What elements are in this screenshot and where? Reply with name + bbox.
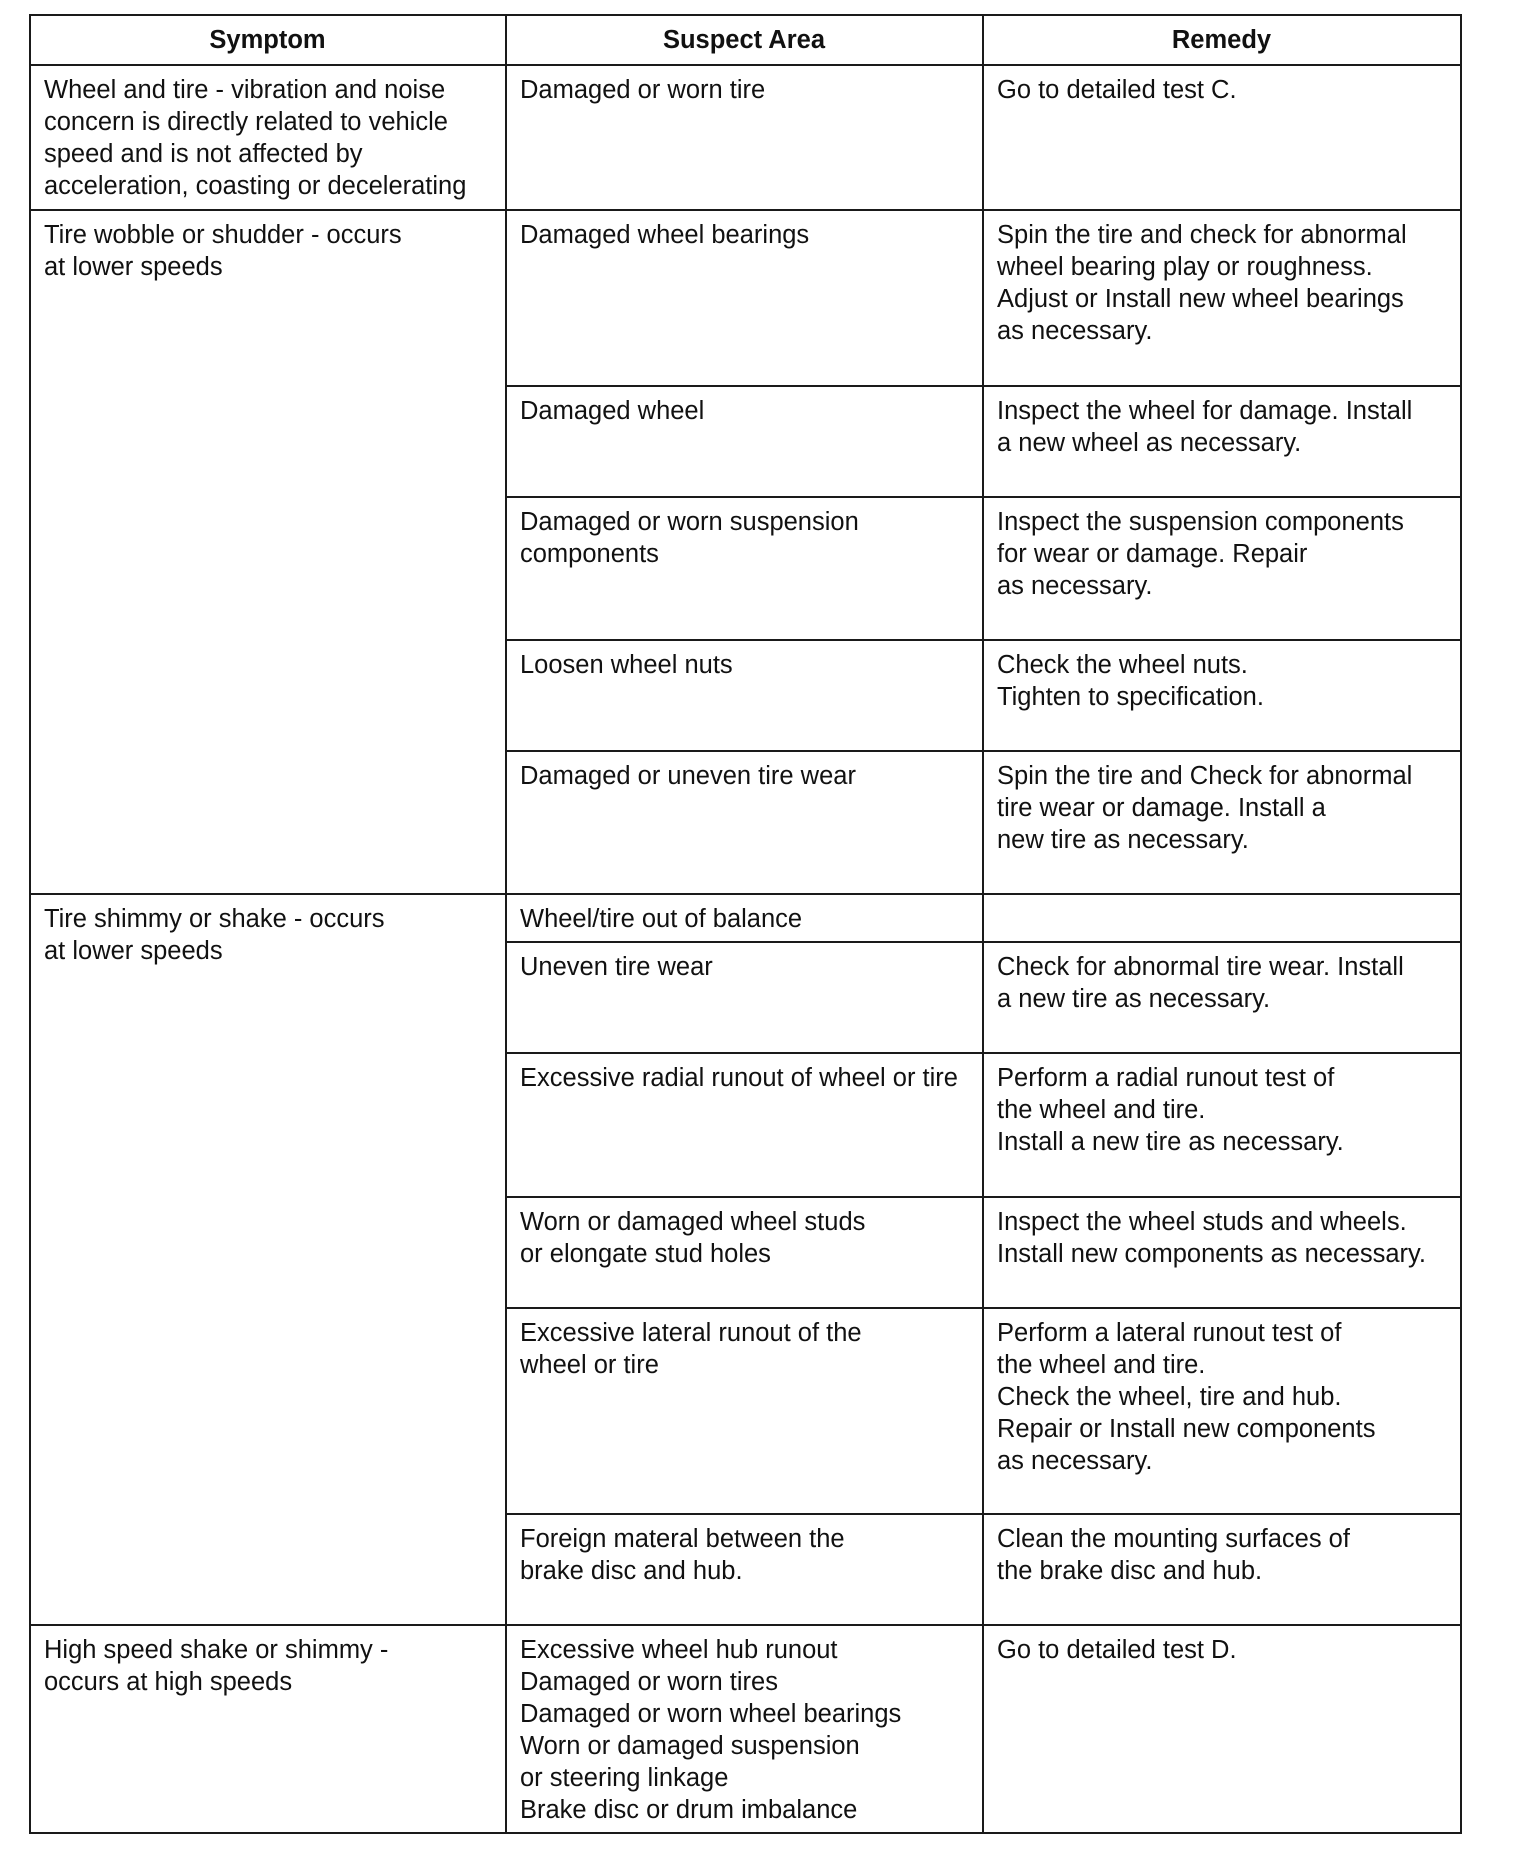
symptom-cell: High speed shake or shimmy - occurs at high speeds [30, 1625, 506, 1833]
suspect-area-cell: Damaged or uneven tire wear [506, 751, 983, 894]
suspect-area-cell: Worn or damaged wheel studs or elongate stud holes [506, 1197, 983, 1308]
suspect-area-cell: Excessive wheel hub runout Damaged or worn tires Damaged or worn wheel bearings Worn or damaged suspension or steering linkage Brake disc or drum imbalance [506, 1625, 983, 1833]
header-row [30, 15, 1461, 65]
remedy-cell: Inspect the suspension components for wear or damage. Repair as necessary. [983, 497, 1461, 640]
remedy-cell: Go to detailed test C. [983, 65, 1461, 210]
header-suspect-area: Suspect Area [506, 15, 983, 65]
suspect-area-cell: Damaged or worn tire [506, 65, 983, 210]
remedy-cell: Perform a lateral runout test of the wheel and tire. Check the wheel, tire and hub. Repair or Install new components as necessary. [983, 1308, 1461, 1514]
remedy-cell: Inspect the wheel for damage. Install a new wheel as necessary. [983, 386, 1461, 497]
remedy-cell: Inspect the wheel studs and wheels. Install new components as necessary. [983, 1197, 1461, 1308]
remedy-cell: Clean the mounting surfaces of the brake disc and hub. [983, 1514, 1461, 1625]
suspect-area-cell: Wheel/tire out of balance [506, 894, 983, 942]
suspect-area-cell: Foreign materal between the brake disc and hub. [506, 1514, 983, 1625]
table-row [30, 1625, 1461, 1833]
symptom-cell: Wheel and tire - vibration and noise concern is directly related to vehicle speed and is not affected by acceleration, coasting or decelerating [30, 65, 506, 210]
suspect-area-cell: Loosen wheel nuts [506, 640, 983, 751]
remedy-cell: Check the wheel nuts. Tighten to specification. [983, 640, 1461, 751]
symptom-cell: Tire wobble or shudder - occurs at lower speeds [30, 210, 506, 894]
suspect-area-cell: Excessive radial runout of wheel or tire [506, 1053, 983, 1197]
remedy-cell: Check for abnormal tire wear. Install a new tire as necessary. [983, 942, 1461, 1053]
suspect-area-cell: Excessive lateral runout of the wheel or tire [506, 1308, 983, 1514]
remedy-cell: Go to detailed test D. [983, 1625, 1461, 1833]
table-row [30, 210, 1461, 386]
remedy-cell: Spin the tire and Check for abnormal tire wear or damage. Install a new tire as necessary. [983, 751, 1461, 894]
suspect-area-cell: Damaged wheel bearings [506, 210, 983, 386]
diagnosis-table [29, 14, 1462, 1834]
table-row [30, 894, 1461, 942]
header-remedy: Remedy [983, 15, 1461, 65]
remedy-cell: Perform a radial runout test of the wheel and tire. Install a new tire as necessary. [983, 1053, 1461, 1197]
symptom-cell: Tire shimmy or shake - occurs at lower speeds [30, 894, 506, 1625]
remedy-cell [983, 894, 1461, 942]
suspect-area-cell: Damaged wheel [506, 386, 983, 497]
suspect-area-cell: Uneven tire wear [506, 942, 983, 1053]
header-symptom: Symptom [30, 15, 506, 65]
remedy-cell: Spin the tire and check for abnormal wheel bearing play or roughness. Adjust or Install new wheel bearings as necessary. [983, 210, 1461, 386]
suspect-area-cell: Damaged or worn suspension components [506, 497, 983, 640]
table-row [30, 65, 1461, 210]
